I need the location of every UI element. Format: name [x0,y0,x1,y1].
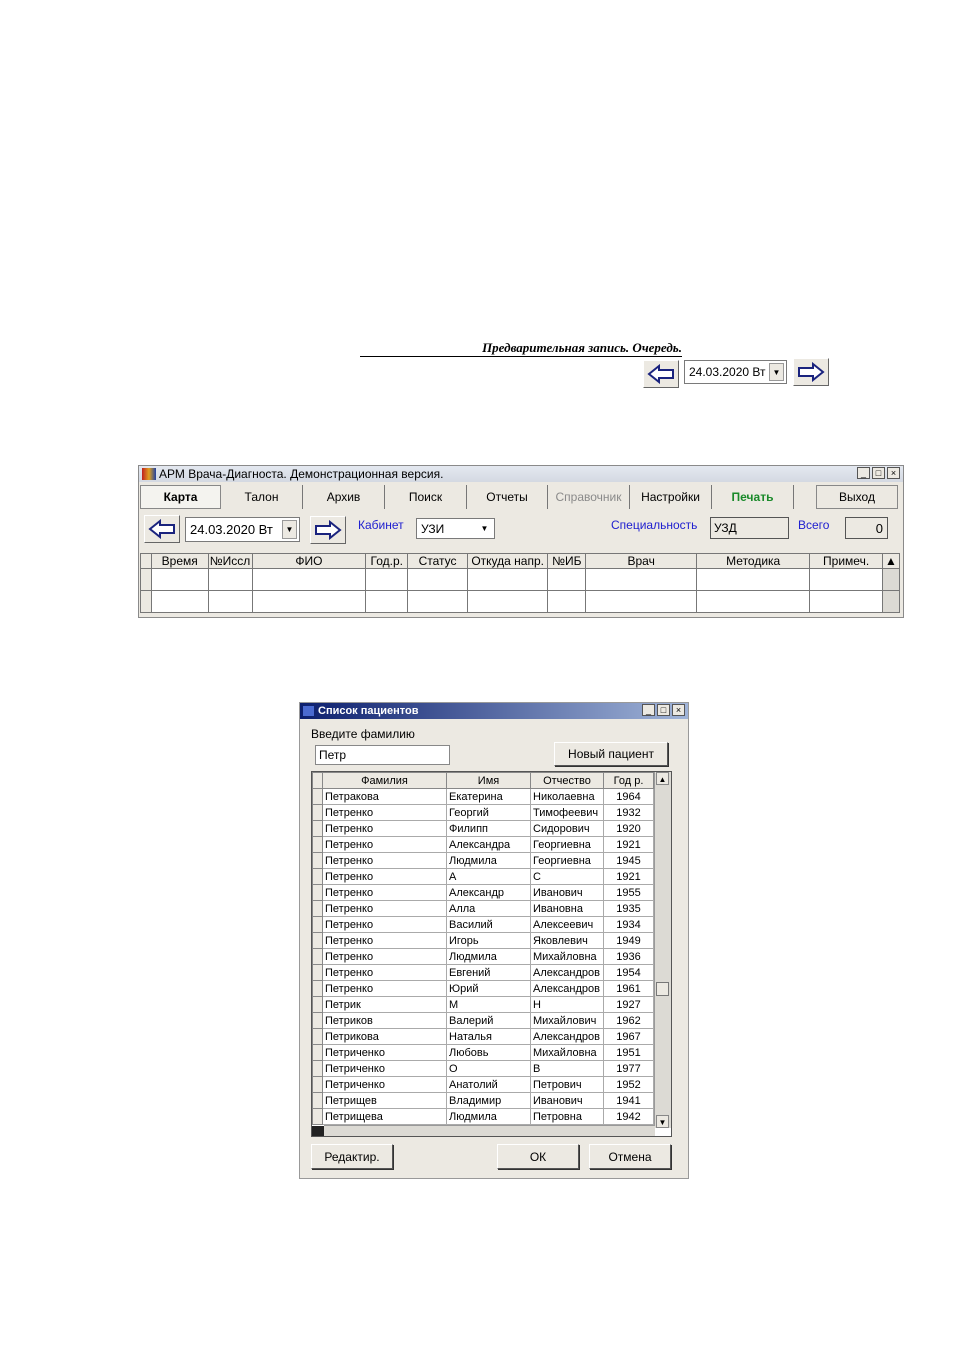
ok-button[interactable]: ОК [497,1144,579,1169]
col-header[interactable]: Статус [408,554,468,569]
surname-cell: Петренко [323,933,447,949]
appointments-table [140,553,900,613]
birth-year-cell: 1942 [604,1109,654,1125]
patronymic-cell: Михайлович [531,1013,604,1029]
row-indicator[interactable] [313,965,323,981]
row-indicator[interactable] [313,1013,323,1029]
cabinet-label: Кабинет [358,518,404,532]
table-row[interactable] [313,869,654,885]
row-indicator[interactable] [313,1077,323,1093]
tab-otchety[interactable]: Отчеты [467,485,548,509]
name-cell: Евгений [447,965,531,981]
col-header[interactable]: №Иссл [209,554,251,568]
table-row[interactable] [313,901,654,917]
patronymic-cell: С [531,869,604,885]
table-row[interactable] [141,591,900,613]
tab-talon[interactable]: Талон [221,485,303,509]
arrow-left-icon [647,364,675,384]
row-indicator[interactable] [313,821,323,837]
row-indicator[interactable] [313,805,323,821]
surname-cell: Петренко [323,949,447,965]
row-indicator[interactable] [313,917,323,933]
birth-year-cell: 1952 [604,1077,654,1093]
window-titlebar [139,466,903,482]
patronymic-cell: Иванович [531,885,604,901]
main-date-value: 24.03.2020 Вт [190,522,273,537]
name-cell: Людмила [447,1109,531,1125]
col-header[interactable]: Год.р. [366,554,408,569]
row-indicator[interactable] [313,933,323,949]
exit-button[interactable]: Выход [816,485,898,509]
appointments-grid [140,553,900,613]
name-cell: Любовь [447,1045,531,1061]
table-row[interactable] [313,837,654,853]
table-row[interactable] [141,569,900,591]
table-row[interactable] [313,965,654,981]
total-field: 0 [845,517,888,539]
surname-cell: Петрищев [323,1093,447,1109]
close-icon[interactable]: × [672,704,685,716]
birth-year-cell: 1920 [604,821,654,837]
menu-bar [140,483,902,510]
patronymic-cell: Алексеевич [531,917,604,933]
cabinet-value: УЗИ [421,521,445,536]
new-patient-button[interactable]: Новый пациент [554,742,668,766]
table-row[interactable] [313,997,654,1013]
row-indicator-header [141,554,152,569]
birth-year-cell: 1927 [604,997,654,1013]
col-header[interactable]: Примеч. [810,554,883,569]
patronymic-cell: Яковлевич [531,933,604,949]
surname-cell: Петрищева [323,1109,447,1125]
name-cell: Георгий [447,805,531,821]
cancel-button[interactable]: Отмена [589,1144,671,1169]
surname-cell: Петренко [323,885,447,901]
table-row[interactable] [313,821,654,837]
surname-cell: Петриченко [323,1061,447,1077]
row-indicator[interactable] [313,853,323,869]
arrow-right-icon [314,520,342,540]
surname-cell: Петренко [323,917,447,933]
dialog-title: Список пациентов [318,705,419,717]
scroll-down-icon[interactable]: ▼ [656,1115,669,1128]
app-icon [142,468,156,480]
col-header-name[interactable]: Имя [447,773,531,789]
surname-cell: Петрикова [323,1029,447,1045]
row-indicator[interactable] [313,885,323,901]
scroll-thumb[interactable] [656,982,669,996]
vertical-scrollbar[interactable] [654,772,671,1128]
patronymic-cell: Георгиевна [531,837,604,853]
app-icon [303,706,314,716]
patronymic-cell: Александров [531,1029,604,1045]
main-prev-date-button[interactable] [144,515,180,543]
window-title: АРМ Врача-Диагноста. Демонстрационная версия. [159,467,444,481]
row-indicator[interactable] [313,997,323,1013]
table-row[interactable] [313,1109,654,1125]
total-label: Всего [798,518,830,532]
cabinet-select[interactable] [416,518,495,539]
row-indicator[interactable] [313,1045,323,1061]
row-indicator-header [313,773,323,789]
patronymic-cell: Георгиевна [531,853,604,869]
table-row[interactable] [313,949,654,965]
prev-date-button[interactable] [643,360,679,388]
surname-cell: Петренко [323,965,447,981]
table-row[interactable] [313,917,654,933]
surname-search-input[interactable]: Петр [315,745,450,765]
row-indicator[interactable] [313,1029,323,1045]
corner-block [312,1126,324,1136]
row-indicator[interactable] [313,837,323,853]
col-header[interactable]: Откуда напр. [467,554,547,569]
date-select-value: 24.03.2020 Вт [689,365,766,379]
surname-cell: Петриков [323,1013,447,1029]
birth-year-cell: 1961 [604,981,654,997]
table-row[interactable] [313,1013,654,1029]
birth-year-cell: 1941 [604,1093,654,1109]
table-row[interactable] [313,981,654,997]
patronymic-cell: Сидорович [531,821,604,837]
table-row[interactable] [313,1045,654,1061]
table-row[interactable] [313,1077,654,1093]
name-cell: Наталья [447,1029,531,1045]
surname-cell: Петриченко [323,1077,447,1093]
dialog-titlebar [300,703,688,719]
col-header-surname[interactable]: Фамилия [323,773,447,789]
name-cell: Филипп [447,821,531,837]
surname-cell: Петренко [323,837,447,853]
col-header[interactable]: №ИБ [548,554,586,569]
row-indicator[interactable] [313,1093,323,1109]
name-cell: Игорь [447,933,531,949]
minimize-icon[interactable]: _ [642,704,655,716]
next-date-button[interactable] [793,358,829,386]
patronymic-cell: Петрович [531,1077,604,1093]
minimize-icon[interactable]: _ [857,467,870,479]
patient-table [312,772,654,1125]
surname-cell: Петренко [323,853,447,869]
table-row[interactable] [313,885,654,901]
row-indicator[interactable] [313,1061,323,1077]
tab-karta[interactable]: Карта [140,485,221,509]
patronymic-cell: Александров [531,981,604,997]
name-cell: А [447,869,531,885]
arrow-right-icon [797,362,825,382]
patronymic-cell: Тимофеевич [531,805,604,821]
tab-nastroiki[interactable]: Настройки [630,485,712,509]
surname-cell: Петренко [323,981,447,997]
birth-year-cell: 1936 [604,949,654,965]
table-row[interactable] [313,933,654,949]
birth-year-cell: 1962 [604,1013,654,1029]
edit-button[interactable]: Редактир. [311,1144,393,1169]
page-heading: Предварительная запись. Очередь. [360,340,682,357]
scroll-up-icon[interactable]: ▲ [882,554,899,569]
col-header-patronymic[interactable]: Отчество [531,773,604,789]
tab-poisk[interactable]: Поиск [385,485,467,509]
name-cell: О [447,1061,531,1077]
patronymic-cell: Николаевна [531,789,604,805]
birth-year-cell: 1935 [604,901,654,917]
main-window [138,465,904,618]
birth-year-cell: 1932 [604,805,654,821]
chevron-down-icon[interactable]: ▼ [282,520,297,539]
surname-cell: Петренко [323,901,447,917]
col-header[interactable]: Методика [697,554,810,569]
surname-cell: Петренко [323,805,447,821]
close-icon[interactable]: × [887,467,900,479]
surname-prompt: Введите фамилию [311,727,415,741]
table-row[interactable] [313,1061,654,1077]
col-header[interactable]: ФИО [252,554,366,569]
patronymic-cell: Иванович [531,1093,604,1109]
patronymic-cell: В [531,1061,604,1077]
name-cell: Юрий [447,981,531,997]
row-indicator[interactable] [313,1109,323,1125]
table-row[interactable] [313,1093,654,1109]
patronymic-cell: Александров [531,965,604,981]
table-row[interactable] [313,853,654,869]
table-row[interactable] [313,1029,654,1045]
specialty-label: Специальность [611,518,698,532]
date-select[interactable] [684,360,787,384]
row-indicator[interactable] [313,789,323,805]
patronymic-cell: Михайловна [531,1045,604,1061]
name-cell: Алла [447,901,531,917]
birth-year-cell: 1949 [604,933,654,949]
horizontal-scrollbar[interactable] [324,1125,655,1136]
main-date-select[interactable] [185,517,300,542]
patronymic-cell: Н [531,997,604,1013]
row-indicator[interactable] [313,949,323,965]
col-header[interactable]: Врач [586,554,697,569]
birth-year-cell: 1977 [604,1061,654,1077]
birth-year-cell: 1951 [604,1045,654,1061]
surname-cell: Петренко [323,821,447,837]
birth-year-cell: 1954 [604,965,654,981]
surname-cell: Петренко [323,869,447,885]
patronymic-cell: Ивановна [531,901,604,917]
main-next-date-button[interactable] [310,516,346,544]
tab-spravochnik[interactable]: Справочник [548,485,630,509]
patronymic-cell: Михайловна [531,949,604,965]
maximize-icon[interactable]: □ [872,467,885,479]
arrow-left-icon [148,519,176,539]
name-cell: Анатолий [447,1077,531,1093]
birth-year-cell: 1921 [604,837,654,853]
name-cell: Екатерина [447,789,531,805]
surname-cell: Петрик [323,997,447,1013]
birth-year-cell: 1945 [604,853,654,869]
table-row[interactable] [313,789,654,805]
patient-table-container [311,771,672,1137]
specialty-field[interactable]: УЗД [710,517,789,539]
chevron-down-icon[interactable]: ▼ [769,363,784,381]
birth-year-cell: 1955 [604,885,654,901]
name-cell: Александра [447,837,531,853]
birth-year-cell: 1934 [604,917,654,933]
row-indicator[interactable] [313,901,323,917]
col-header[interactable]: Время [151,554,208,569]
birth-year-cell: 1921 [604,869,654,885]
name-cell: Людмила [447,853,531,869]
patient-list-dialog [299,702,689,1179]
name-cell: М [447,997,531,1013]
maximize-icon[interactable]: □ [657,704,670,716]
surname-cell: Петриченко [323,1045,447,1061]
row-indicator[interactable] [313,981,323,997]
row-indicator[interactable] [313,869,323,885]
name-cell: Василий [447,917,531,933]
tab-arhiv[interactable]: Архив [303,485,385,509]
chevron-down-icon[interactable]: ▼ [477,521,492,536]
birth-year-cell: 1964 [604,789,654,805]
table-row[interactable] [313,805,654,821]
name-cell: Валерий [447,1013,531,1029]
surname-cell: Петракова [323,789,447,805]
birth-year-cell: 1967 [604,1029,654,1045]
col-header-birth-year[interactable]: Год р. [604,773,654,789]
name-cell: Владимир [447,1093,531,1109]
print-button[interactable]: Печать [712,485,794,509]
scroll-up-icon[interactable]: ▲ [656,772,669,785]
patronymic-cell: Петровна [531,1109,604,1125]
name-cell: Александр [447,885,531,901]
name-cell: Людмила [447,949,531,965]
